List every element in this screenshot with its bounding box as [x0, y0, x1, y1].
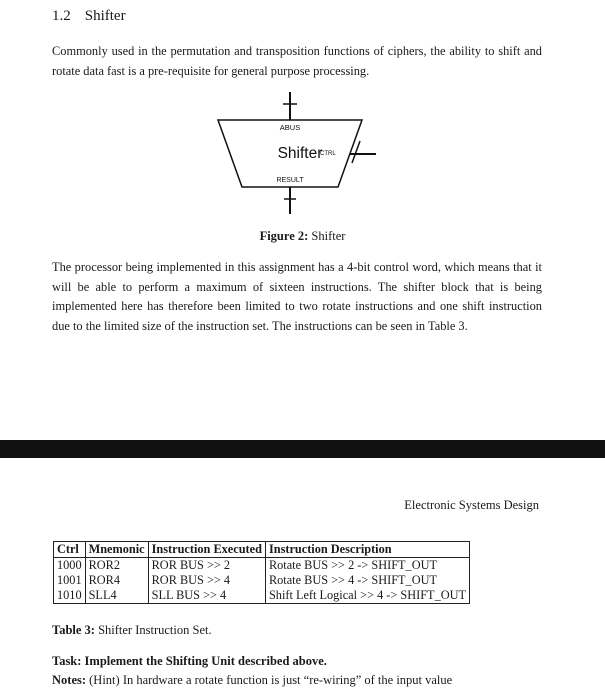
table-cell: SLL BUS >> 4: [148, 588, 265, 604]
shifter-label: Shifter: [277, 145, 323, 162]
table-row: [54, 588, 470, 604]
table-cell: 1000: [54, 558, 86, 574]
table-header-row: [54, 542, 470, 558]
table-caption: [52, 623, 212, 638]
table-cell: Shift Left Logical >> 4 -> SHIFT_OUT: [265, 588, 469, 604]
table-cell: ROR BUS >> 4: [148, 573, 265, 588]
result-label: RESULT: [276, 177, 304, 184]
instruction-table: [53, 541, 470, 604]
figure-caption-text: Shifter: [308, 229, 346, 243]
table-header-cell: Instruction Description: [265, 542, 469, 558]
section-title: Shifter: [84, 8, 126, 24]
figure-caption: [0, 229, 605, 244]
table-cell: ROR4: [85, 573, 148, 588]
figure-caption-label: Figure 2:: [259, 229, 309, 243]
body-paragraph: The processor being implemented in this assignment has a 4-bit control word, which means that it will be able to perform a maximum of sixteen instructions. The shifter block that is being implemented here has therefore been limited to two rotate instructions and one shift instruction due to the limited size of the instruction set. The instructions can be seen in Table 3.: [52, 260, 542, 333]
section-number: 1.2: [52, 8, 71, 24]
notes-text: (Hint) In hardware a rotate function is just “re-wiring” of the input value: [86, 673, 453, 687]
page-header: Electronic Systems Design: [404, 498, 539, 512]
table-header-cell: Ctrl: [54, 542, 86, 558]
table-cell: Rotate BUS >> 4 -> SHIFT_OUT: [265, 573, 469, 588]
table-cell: 1010: [54, 588, 86, 604]
shifter-diagram: [200, 90, 400, 220]
table-cell: ROR2: [85, 558, 148, 574]
table-cell: ROR BUS >> 2: [148, 558, 265, 574]
table-caption-label: Table 3:: [52, 623, 95, 637]
ctrl-label: CTRL: [320, 151, 336, 157]
notes-label: Notes:: [52, 673, 87, 687]
table-header-cell: Mnemonic: [85, 542, 148, 558]
page-break-bar: [0, 440, 605, 458]
table-caption-text: Shifter Instruction Set.: [94, 623, 212, 637]
section-heading: [52, 8, 126, 25]
notes: [52, 673, 452, 688]
table-cell: 1001: [54, 573, 86, 588]
intro-paragraph: Commonly used in the permutation and transposition functions of ciphers, the ability to shift and rotate data fast is a pre-requisite for general purpose processing.: [52, 44, 542, 78]
table-cell: SLL4: [85, 588, 148, 604]
abus-label: ABUS: [279, 123, 301, 132]
table-row: [54, 573, 470, 588]
task-statement: Task: Implement the Shifting Unit described above.: [52, 654, 327, 668]
table-row: [54, 558, 470, 574]
table-cell: Rotate BUS >> 2 -> SHIFT_OUT: [265, 558, 469, 574]
table-header-cell: Instruction Executed: [148, 542, 265, 558]
